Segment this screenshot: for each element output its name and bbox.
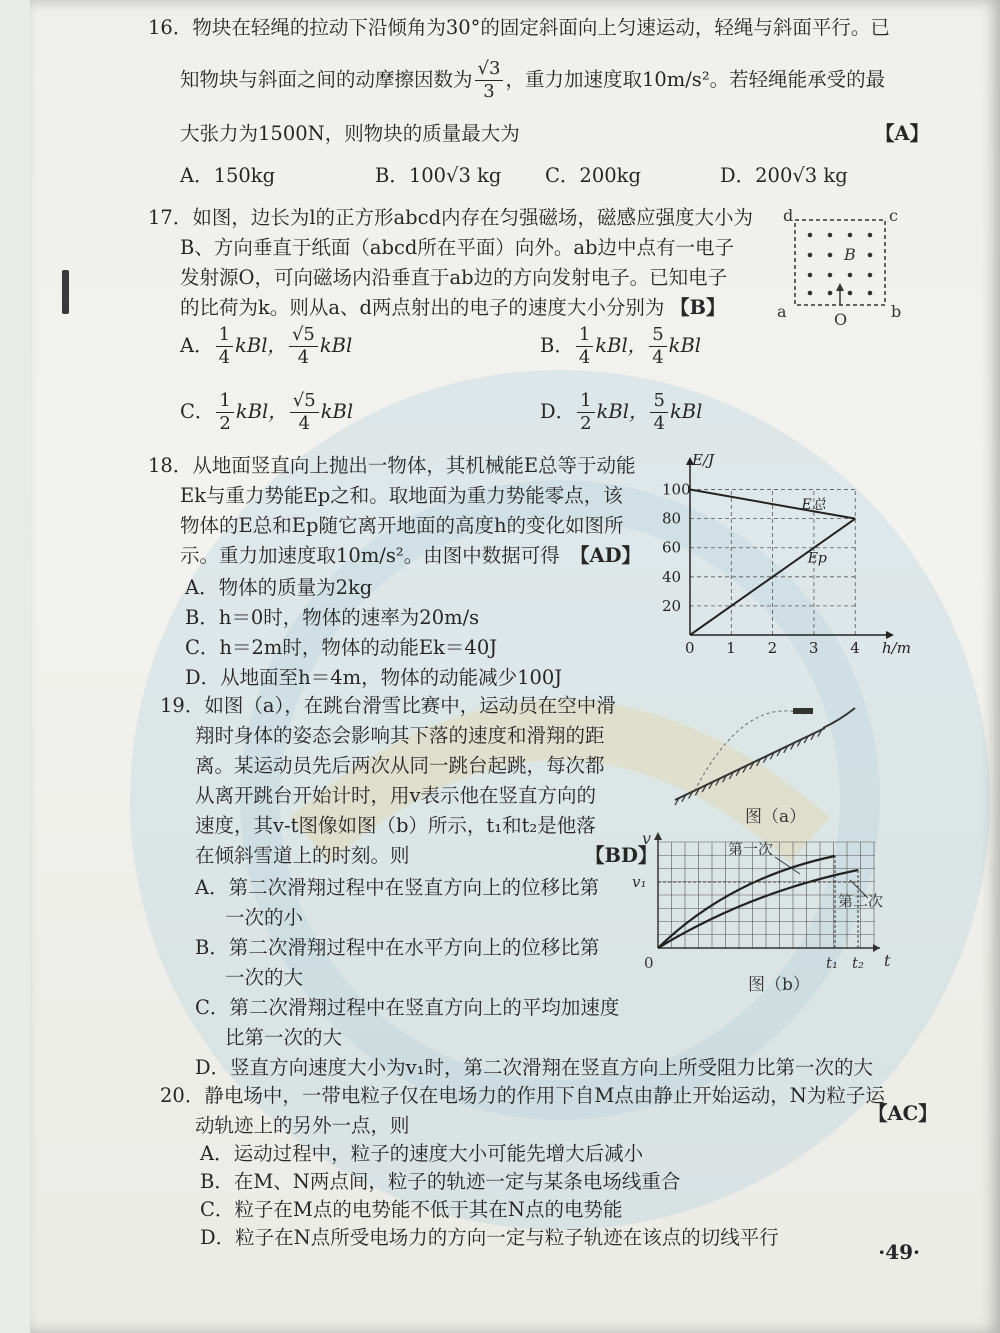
q18-line-4: 示。重力加速度取10m/s²。由图中数据可得 bbox=[180, 544, 560, 567]
q16-friction-fraction: $\frac{√3}{3}$ bbox=[475, 60, 504, 101]
q20-line-1: 20．静电场中，一带电粒子仅在电场力的作用下自M点由静止开始运动，N为粒子运 bbox=[160, 1084, 885, 1107]
q19-vt-graph bbox=[630, 830, 900, 995]
vt-t2: t₂ bbox=[852, 954, 865, 972]
fig-b-caption: 图（b） bbox=[748, 975, 810, 995]
q19-option-c-1: C．第二次滑翔过程中在竖直方向上的平均加速度 bbox=[195, 996, 620, 1019]
y-tick-label: 80 bbox=[662, 509, 682, 528]
q20-option-a: A．运动过程中，粒子的速度大小可能先增大后减小 bbox=[200, 1142, 644, 1165]
q20-option-d: D．粒子在N点所受电场力的方向一定与粒子轨迹在该点的切线平行 bbox=[200, 1226, 779, 1249]
binder-clip bbox=[62, 270, 69, 314]
q16-line-1: 16．物块在轻绳的拉动下沿倾角为30°的固定斜面向上匀速运动，轻绳与斜面平行。已 bbox=[148, 16, 890, 39]
x-tick-label: 2 bbox=[767, 639, 778, 657]
q19-line-5: 速度，其v-t图像如图（b）所示，t₁和t₂是他落 bbox=[195, 814, 596, 837]
q17-line-2: B、方向垂直于纸面（abcd所在平面）向外。ab边中点有一电子 bbox=[180, 236, 734, 259]
q20-line-2: 动轨迹上的另外一点，则 bbox=[195, 1114, 410, 1137]
label-b-field: B bbox=[844, 245, 856, 264]
q16-option-c: C．200kg bbox=[545, 164, 641, 187]
x-axis-label: h/m bbox=[882, 639, 911, 657]
q18-option-b: B．h＝0时，物体的速率为20m/s bbox=[185, 606, 480, 629]
q19-option-c-2: 比第一次的大 bbox=[225, 1026, 343, 1049]
x-tick-label: 0 bbox=[685, 639, 695, 657]
label-c: c bbox=[889, 206, 898, 225]
vt-v1-label: v₁ bbox=[632, 873, 647, 891]
label-a: a bbox=[777, 302, 787, 321]
book-page bbox=[30, 0, 1000, 1333]
q16-line-2: 知物块与斜面之间的动摩擦因数为 $\frac{√3}{3}$ ，重力加速度取10m/s²。若轻绳能承受的最 bbox=[180, 58, 886, 102]
vt-t-axis: t bbox=[884, 951, 891, 970]
q19-option-b-2: 一次的大 bbox=[225, 966, 304, 989]
q16-line-3: 大张力为1500N，则物块的质量最大为 bbox=[180, 122, 520, 145]
x-axis-arrow bbox=[886, 631, 894, 639]
q19-option-d: D．竖直方向速度大小为v₁时，第二次滑翔在竖直方向上所受阻力比第一次的大 bbox=[195, 1056, 873, 1079]
q18-energy-height-chart bbox=[650, 451, 911, 665]
vt-origin: 0 bbox=[644, 954, 654, 972]
series-label: E总 bbox=[801, 497, 826, 513]
q19-line-4: 从离开跳台开始计时，用v表示他在竖直方向的 bbox=[195, 784, 597, 807]
label-d: d bbox=[783, 206, 794, 225]
x-tick-label: 3 bbox=[808, 639, 819, 657]
q17-option-a: A． $\frac{1}{4}$ kBl， $\frac{√5}{4}$ kBl bbox=[180, 324, 353, 368]
q17-magnetic-field-figure bbox=[765, 205, 910, 330]
y-tick-label: 40 bbox=[662, 567, 682, 586]
vt-t1: t₁ bbox=[826, 954, 839, 972]
page-number: ·49· bbox=[878, 1240, 920, 1264]
q17-answer: 【B】 bbox=[670, 296, 726, 319]
q17-line-1: 17．如图，边长为l的正方形abcd内存在匀强磁场，磁感应强度大小为 bbox=[148, 206, 754, 229]
label-b: b bbox=[891, 302, 902, 321]
q19-line-6: 在倾斜雪道上的时刻。则 bbox=[195, 844, 410, 867]
q16-answer: 【A】 bbox=[875, 122, 930, 145]
q17-option-b: B． $\frac{1}{4}$ kBl， $\frac{5}{4}$ kBl bbox=[540, 324, 702, 368]
q19-option-b-1: B．第二次滑翔过程中在水平方向上的位移比第 bbox=[195, 936, 600, 959]
q17-option-c: C． $\frac{1}{2}$ kBl， $\frac{√5}{4}$ kBl bbox=[180, 390, 354, 434]
q16-option-a: A．150kg bbox=[180, 164, 276, 187]
q18-answer: 【AD】 bbox=[570, 544, 642, 567]
q19-line-2: 翔时身体的姿态会影响其下落的速度和滑翔的距 bbox=[195, 724, 605, 747]
y-axis-label: E/J bbox=[692, 451, 715, 469]
q18-option-a: A．物体的质量为2kg bbox=[185, 576, 373, 599]
vt-first-label: 第一次 bbox=[728, 840, 774, 858]
q19-option-a-2: 一次的小 bbox=[225, 906, 304, 929]
label-o: O bbox=[834, 310, 848, 329]
fig-a-caption: 图（a） bbox=[745, 807, 807, 827]
q18-option-d: D．从地面至h＝4m，物体的动能减少100J bbox=[185, 666, 563, 689]
y-tick-label: 100 bbox=[662, 480, 691, 499]
vt-second-label: 第二次 bbox=[838, 892, 884, 910]
x-tick-label: 4 bbox=[850, 639, 860, 657]
vt-v-label: v bbox=[642, 829, 652, 848]
y-tick-label: 60 bbox=[662, 538, 682, 557]
q18-line-3: 物体的E总和Ep随它离开地面的高度h的变化如图所 bbox=[180, 514, 624, 537]
q18-line-1: 18．从地面竖直向上抛出一物体，其机械能E总等于动能 bbox=[148, 454, 636, 477]
q20-answer: 【AC】 bbox=[868, 1102, 938, 1125]
q19-line-3: 离。某运动员先后两次从同一跳台起跳，每次都 bbox=[195, 754, 605, 777]
q18-line-2: Ek与重力势能Ep之和。取地面为重力势能零点，该 bbox=[180, 484, 623, 507]
q19-option-a-1: A．第二次滑翔过程中在竖直方向上的位移比第 bbox=[195, 876, 600, 899]
q20-option-b: B．在M、N两点间，粒子的轨迹一定与某条电场线重合 bbox=[200, 1170, 681, 1193]
x-tick-label: 1 bbox=[726, 639, 736, 657]
q19-answer: 【BD】 bbox=[585, 844, 658, 867]
q17-option-d: D． $\frac{1}{2}$ kBl， $\frac{5}{4}$ kBl bbox=[540, 390, 703, 434]
series-label: Ep bbox=[807, 550, 827, 567]
q17-line-4: 的比荷为k。则从a、d两点射出的电子的速度大小分别为 bbox=[180, 296, 665, 319]
q16-option-d: D．200√3 kg bbox=[720, 164, 848, 187]
q16-option-b: B．100√3 kg bbox=[375, 164, 502, 187]
q19-ski-jump-figure bbox=[645, 700, 875, 830]
q20-option-c: C．粒子在M点的电势能不低于其在N点的电势能 bbox=[200, 1198, 623, 1221]
y-tick-label: 20 bbox=[662, 596, 682, 615]
q19-line-1: 19．如图（a），在跳台滑雪比赛中，运动员在空中滑 bbox=[160, 694, 616, 717]
q17-line-3: 发射源O，可向磁场内沿垂直于ab边的方向发射电子。已知电子 bbox=[180, 266, 728, 289]
q18-option-c: C．h＝2m时，物体的动能Ek＝40J bbox=[185, 636, 498, 659]
